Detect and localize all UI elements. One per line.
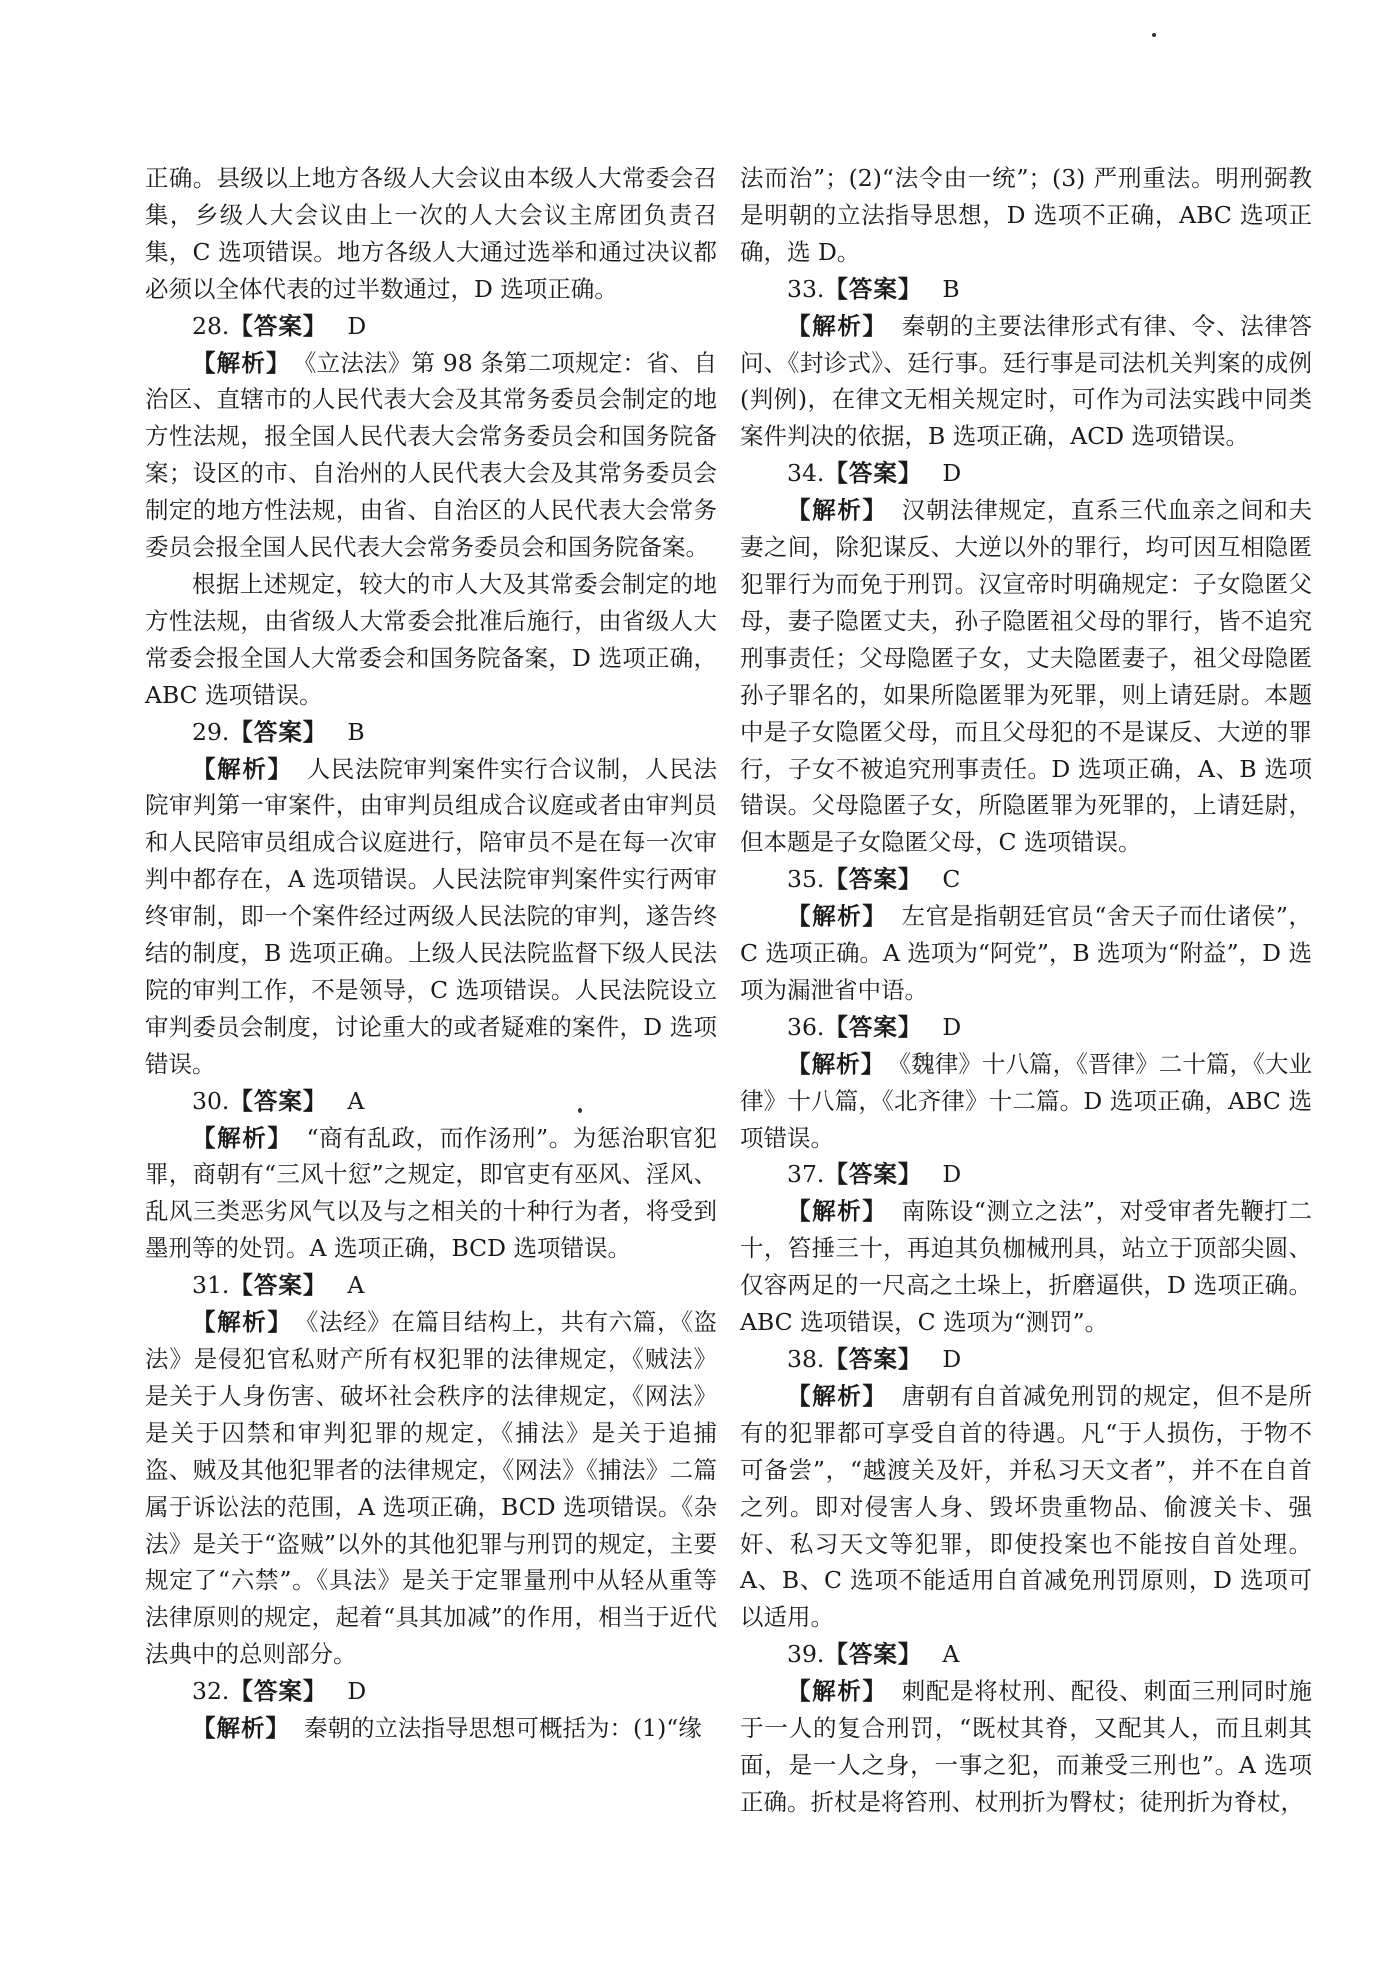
analysis-paragraph-38 [740, 1378, 1312, 1636]
question-number: 35. [787, 865, 825, 894]
analysis-label: 【解析】 [787, 1381, 888, 1410]
left-column [145, 160, 717, 1747]
intro-paragraph: 正确。县级以上地方各级人大会议由本级人大常委会召集，乡级人大会议由上一次的人大会议主席团负责召集，C 选项错误。地方各级人大通过选举和通过决议都必须以全体代表的过半数通过，D 选项正确。 [145, 164, 717, 303]
answer-label: 【答案】 [824, 274, 923, 303]
analysis-label: 【解析】 [192, 754, 293, 783]
analysis-label: 【解析】 [192, 1308, 293, 1337]
question-number: 38. [787, 1345, 825, 1373]
answer-label: 【答案】 [824, 1160, 923, 1189]
answer-line-31 [145, 1267, 717, 1304]
answer-line-36 [740, 1009, 1312, 1046]
analysis-label: 【解析】 [192, 348, 291, 377]
analysis-label: 【解析】 [787, 902, 888, 931]
answer-value: A [347, 1271, 365, 1300]
answer-value: B [347, 717, 365, 746]
answer-line-29 [145, 714, 717, 751]
analysis-extra-28: 根据上述规定，较大的市人大及其常委会制定的地方性法规，由省级人大常委会批准后施行，由省级人大常委会报全国人大常委会和国务院备案，D 选项正确，ABC 选项错误。 [145, 569, 717, 709]
analysis-text: 《魏律》十八篇，《晋律》二十篇，《大业律》十八篇，《北齐律》十二篇。D 选项正确，ABC 选项错误。 [740, 1049, 1313, 1152]
answer-label: 【答案】 [824, 865, 923, 894]
answer-line-28 [145, 308, 717, 345]
analysis-text: 左官是指朝廷官员“舍天子而仕诸侯”，C 选项正确。A 选项为“阿党”，B 选项为“附益”，D 选项为漏泄省中语。 [740, 902, 1313, 1004]
answer-value: A [347, 1086, 365, 1115]
answer-value: D [347, 1677, 367, 1706]
analysis-label: 【解析】 [787, 496, 888, 525]
answer-label: 【答案】 [229, 717, 328, 746]
answer-value: A [942, 1640, 960, 1669]
answer-value: C [942, 865, 961, 894]
analysis-paragraph-39 [740, 1673, 1312, 1821]
answer-label: 【答案】 [824, 459, 923, 488]
analysis-paragraph-30 [145, 1120, 717, 1268]
analysis-paragraph-37 [740, 1193, 1312, 1341]
analysis-paragraph-31 [145, 1304, 717, 1673]
analysis-label: 【解析】 [192, 1714, 290, 1743]
analysis-label: 【解析】 [787, 1049, 886, 1078]
question-number: 29. [192, 717, 230, 746]
analysis-label: 【解析】 [787, 311, 888, 340]
question-number: 32. [192, 1677, 230, 1706]
answer-value: D [942, 1160, 962, 1189]
analysis-paragraph-29 [145, 751, 717, 1083]
scan-speck [1152, 33, 1156, 37]
answer-line-39 [740, 1636, 1312, 1673]
analysis-text: 南陈设“测立之法”，对受审者先鞭打二十，笞捶三十，再迫其负枷械刑具，站立于顶部尖圆、仅容两足的一尺高之土垛上，折磨逼供，D 选项正确。ABC 选项错误，C 选项为“测罚”。 [740, 1197, 1313, 1337]
answer-line-34 [740, 455, 1312, 492]
analysis-text: 秦朝的立法指导思想可概括为：(1)“缘 [304, 1714, 702, 1743]
answer-label: 【答案】 [229, 311, 328, 340]
question-number: 39. [787, 1640, 825, 1669]
analysis-text: 刺配是将杖刑、配役、刺面三刑同时施于一人的复合刑罚，“既杖其脊，又配其人，而且刺其面，是一人之身，一事之犯，而兼受三刑也”。A 选项正确。折杖是将笞刑、杖刑折为臀杖；徒刑折为脊杖， [740, 1677, 1313, 1816]
question-number: 37. [787, 1160, 825, 1189]
analysis-text: 汉朝法律规定，直系三代血亲之间和夫妻之间，除犯谋反、大逆以外的罪行，均可因互相隐匿犯罪行为而免于刑罚。汉宣帝时明确规定：子女隐匿父母，妻子隐匿丈夫，孙子隐匿祖父母的罪行，皆不追究刑事责任；父母隐匿子女，丈夫隐匿妻子，祖父母隐匿孙子罪名的，如果所隐匿罪为死罪，则上请廷尉。本题中是子女隐匿父母，而且父母犯的不是谋反、大逆的罪行，子女不被追究刑事责任。D 选项正确，A、B 选项错误。父母隐匿子女，所隐匿罪为死罪的，上请廷尉，但本题是子女隐匿父母，C 选项错误。 [740, 496, 1313, 857]
analysis-paragraph-35 [740, 898, 1312, 1009]
analysis-label: 【解析】 [192, 1123, 293, 1152]
question-number: 28. [192, 311, 230, 340]
answer-value: D [347, 311, 367, 340]
analysis-text: “商有乱政，而作汤刑”。为惩治职官犯罪，商朝有“三风十愆”之规定，即官吏有巫风、淫风、乱风三类恶劣风气以及与之相关的十种行为者，将受到墨刑等的处罚。A 选项正确，BCD 选项错误。 [145, 1123, 718, 1263]
analysis-paragraph-33 [740, 308, 1312, 456]
answer-label: 【答案】 [824, 1345, 923, 1373]
answer-label: 【答案】 [824, 1012, 923, 1041]
answer-value: D [942, 1012, 962, 1041]
answer-label: 【答案】 [824, 1640, 923, 1669]
analysis-paragraph-32 [145, 1710, 717, 1747]
analysis-paragraph-36 [740, 1046, 1312, 1157]
question-number: 31. [192, 1271, 230, 1300]
question-number: 34. [787, 459, 825, 488]
answer-line-32 [145, 1673, 717, 1710]
analysis-paragraph-34 [740, 492, 1312, 861]
analysis-label: 【解析】 [787, 1677, 888, 1706]
answer-label: 【答案】 [229, 1271, 328, 1300]
answer-line-37 [740, 1156, 1312, 1193]
answer-line-35 [740, 861, 1312, 898]
answer-line-33 [740, 271, 1312, 308]
analysis-text: 秦朝的主要法律形式有律、令、法律答问、《封诊式》、廷行事。廷行事是司法机关判案的成例(判例)，在律文无相关规定时，可作为司法实践中同类案件判决的依据，B 选项正确，ACD 选项错误。 [740, 311, 1313, 451]
analysis-continuation-32: 法而治”；(2)“法令由一统”；(3) 严刑重法。明刑弼教是明朝的立法指导思想，D 选项不正确，ABC 选项正确，选 D。 [740, 164, 1312, 266]
answer-label: 【答案】 [229, 1086, 328, 1115]
answer-value: D [942, 459, 962, 488]
question-number: 36. [787, 1012, 825, 1041]
question-number: 33. [787, 274, 825, 303]
question-number: 30. [192, 1086, 230, 1115]
right-column [740, 160, 1312, 1821]
analysis-text: 唐朝有自首减免刑罚的规定，但不是所有的犯罪都可享受自首的待遇。凡“于人损伤，于物不可备尝”，“越渡关及奸，并私习天文者”，并不在自首之列。即对侵害人身、毁坏贵重物品、偷渡关卡、强奸、私习天文等犯罪，即使投案也不能按自首处理。A、B、C 选项不能适用自首减免刑罚原则，D 选项可以适用。 [740, 1381, 1313, 1632]
answer-value: B [942, 274, 960, 303]
analysis-text: 人民法院审判案件实行合议制，人民法院审判第一审案件，由审判员组成合议庭或者由审判员和人民陪审员组成合议庭进行，陪审员不是在每一次审判中都存在，A 选项错误。人民法院审判案件实行两审终审制，即一个案件经过两级人民法院的审判，遂告终结的制度，B 选项正确。上级人民法院监督下级人民法院的审判工作，不是领导，C 选项错误。人民法院设立审判委员会制度，讨论重大的或者疑难的案件，D 选项错误。 [145, 754, 718, 1078]
answer-line-38 [740, 1341, 1312, 1378]
analysis-text: 《法经》在篇目结构上，共有六篇，《盗法》是侵犯官私财产所有权犯罪的法律规定，《贼法》是关于人身伤害、破坏社会秩序的法律规定，《网法》是关于囚禁和审判犯罪的规定，《捕法》是关于追捕盗、贼及其他犯罪者的法律规定，《网法》《捕法》二篇属于诉讼法的范围，A 选项正确，BCD 选项错误。《杂法》是关于“盗贼”以外的其他犯罪与刑罚的规定，主要规定了“六禁”。《具法》是关于定罪量刑中从轻从重等法律原则的规定，起着“具其加减”的作用，相当于近代法典中的总则部分。 [145, 1308, 718, 1669]
analysis-text: 《立法法》第 98 条第二项规定：省、自治区、直辖市的人民代表大会及其常务委员会制定的地方性法规，报全国人民代表大会常务委员会和国务院备案；设区的市、自治州的人民代表大会及其常务委员会制定的地方性法规，由省、自治区的人民代表大会常务委员会报全国人民代表大会常务委员会和国务院备案。 [145, 348, 718, 562]
answer-line-30 [145, 1083, 717, 1120]
answer-label: 【答案】 [229, 1677, 328, 1706]
answer-value: D [942, 1345, 962, 1373]
analysis-label: 【解析】 [787, 1197, 888, 1226]
analysis-paragraph-28 [145, 345, 717, 566]
